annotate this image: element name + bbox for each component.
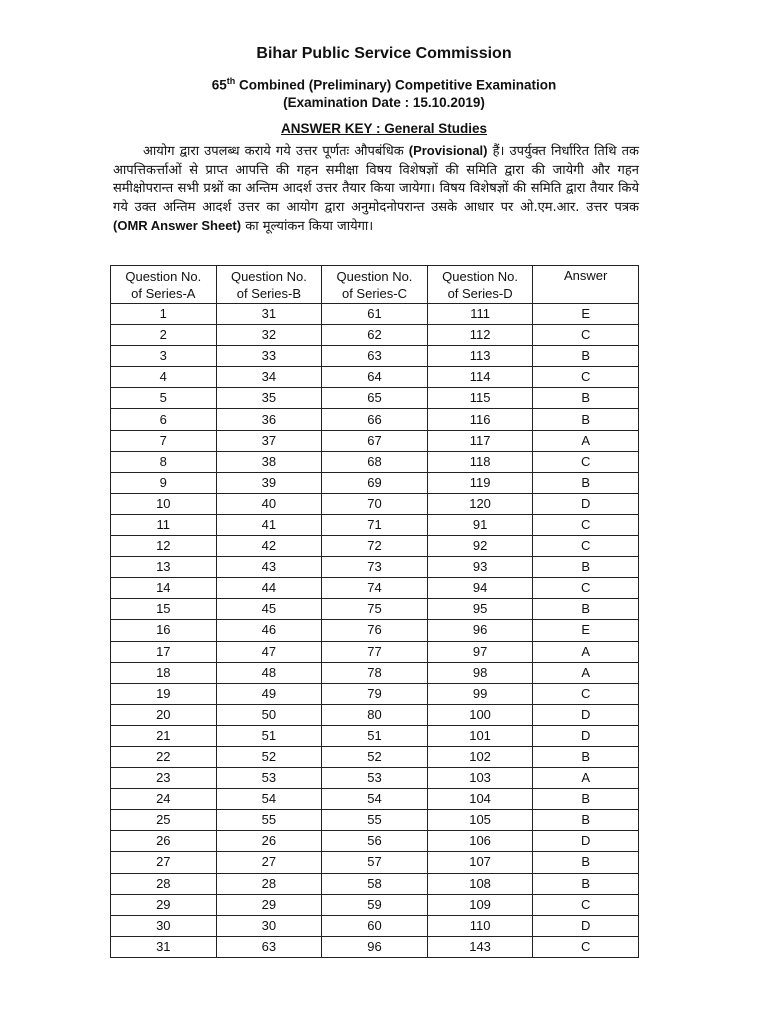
series-b-cell: 42 [216,536,322,557]
series-d-cell: 115 [427,388,533,409]
series-b-cell: 44 [216,578,322,599]
answer-cell: B [533,472,639,493]
series-d-cell: 119 [427,472,533,493]
series-b-cell: 30 [216,915,322,936]
series-d-cell: 117 [427,430,533,451]
series-b-cell: 47 [216,641,322,662]
answer-cell: A [533,430,639,451]
series-b-cell: 63 [216,936,322,957]
answer-cell: D [533,915,639,936]
series-d-cell: 98 [427,662,533,683]
answer-cell: A [533,768,639,789]
notice-omr: (OMR Answer Sheet) [113,218,242,234]
series-d-cell: 95 [427,599,533,620]
series-c-cell: 61 [322,304,428,325]
table-row [111,620,639,641]
header-answer: Answer [533,266,639,304]
series-c-cell: 80 [322,704,428,725]
org-title: Bihar Public Service Commission [256,45,512,62]
table-row [111,578,639,599]
series-a-cell: 30 [111,915,217,936]
series-d-cell: 113 [427,346,533,367]
series-c-cell: 70 [322,493,428,514]
series-d-cell: 116 [427,409,533,430]
series-d-cell: 91 [427,514,533,535]
series-b-cell: 39 [216,472,322,493]
series-a-cell: 1 [111,304,217,325]
series-c-cell: 52 [322,746,428,767]
answer-cell: C [533,578,639,599]
series-d-cell: 108 [427,873,533,894]
series-a-cell: 31 [111,936,217,957]
series-b-cell: 28 [216,873,322,894]
answer-cell: B [533,873,639,894]
table-header-row [111,266,639,304]
series-b-cell: 33 [216,346,322,367]
series-b-cell: 32 [216,325,322,346]
series-b-cell: 45 [216,599,322,620]
table-row [111,915,639,936]
series-c-cell: 76 [322,620,428,641]
table-row [111,599,639,620]
table-row [111,704,639,725]
series-c-cell: 71 [322,514,428,535]
series-c-cell: 62 [322,325,428,346]
table-row [111,325,639,346]
series-d-cell: 93 [427,557,533,578]
answer-cell: E [533,304,639,325]
series-c-cell: 64 [322,367,428,388]
series-a-cell: 24 [111,789,217,810]
series-b-cell: 26 [216,831,322,852]
series-a-cell: 22 [111,746,217,767]
series-d-cell: 143 [427,936,533,957]
answer-cell: D [533,704,639,725]
series-a-cell: 9 [111,472,217,493]
series-d-cell: 110 [427,915,533,936]
series-c-cell: 57 [322,852,428,873]
answer-cell: C [533,536,639,557]
answer-key-table [110,265,639,958]
answer-cell: D [533,725,639,746]
answer-cell: B [533,852,639,873]
table-row [111,388,639,409]
table-row [111,514,639,535]
series-d-cell: 102 [427,746,533,767]
series-a-cell: 4 [111,367,217,388]
table-row [111,662,639,683]
series-a-cell: 17 [111,641,217,662]
series-a-cell: 7 [111,430,217,451]
series-b-cell: 49 [216,683,322,704]
table-row [111,810,639,831]
series-d-cell: 109 [427,894,533,915]
answer-cell: B [533,409,639,430]
series-b-cell: 35 [216,388,322,409]
series-b-cell: 31 [216,304,322,325]
series-b-cell: 37 [216,430,322,451]
exam-title [0,76,768,93]
series-a-cell: 16 [111,620,217,641]
series-d-cell: 105 [427,810,533,831]
answer-cell: B [533,810,639,831]
answer-cell: E [533,620,639,641]
series-a-cell: 13 [111,557,217,578]
series-c-cell: 51 [322,725,428,746]
table-row [111,873,639,894]
series-c-cell: 96 [322,936,428,957]
table-row [111,536,639,557]
series-c-cell: 73 [322,557,428,578]
series-d-cell: 97 [427,641,533,662]
series-b-cell: 29 [216,894,322,915]
series-b-cell: 52 [216,746,322,767]
table-row [111,304,639,325]
series-a-cell: 23 [111,768,217,789]
header-series-a: Question No. of Series-A [111,266,217,304]
series-c-cell: 72 [322,536,428,557]
series-c-cell: 60 [322,915,428,936]
series-b-cell: 46 [216,620,322,641]
answer-cell: C [533,936,639,957]
series-a-cell: 8 [111,451,217,472]
series-b-cell: 43 [216,557,322,578]
series-d-cell: 106 [427,831,533,852]
answer-cell: C [533,367,639,388]
series-d-cell: 120 [427,493,533,514]
series-c-cell: 78 [322,662,428,683]
notice-text-3: का मूल्यांकन किया जायेगा। [241,219,374,235]
answer-cell: A [533,662,639,683]
table-row [111,789,639,810]
table-row [111,557,639,578]
series-c-cell: 55 [322,810,428,831]
series-c-cell: 63 [322,346,428,367]
series-c-cell: 68 [322,451,428,472]
series-b-cell: 41 [216,514,322,535]
series-d-cell: 92 [427,536,533,557]
header-series-b: Question No. of Series-B [216,266,322,304]
answer-cell: C [533,451,639,472]
table-row [111,472,639,493]
series-a-cell: 15 [111,599,217,620]
answer-key-title: ANSWER KEY : General Studies [280,121,488,136]
answer-cell: C [533,683,639,704]
series-c-cell: 74 [322,578,428,599]
series-b-cell: 34 [216,367,322,388]
series-c-cell: 58 [322,873,428,894]
series-c-cell: 66 [322,409,428,430]
series-a-cell: 27 [111,852,217,873]
series-c-cell: 77 [322,641,428,662]
series-b-cell: 54 [216,789,322,810]
answer-cell: C [533,325,639,346]
series-d-cell: 111 [427,304,533,325]
table-row [111,367,639,388]
table-row [111,409,639,430]
exam-number-suffix: th [226,76,236,86]
series-b-cell: 55 [216,810,322,831]
answer-cell: A [533,641,639,662]
series-d-cell: 112 [427,325,533,346]
series-c-cell: 79 [322,683,428,704]
answer-cell: D [533,831,639,852]
table-row [111,641,639,662]
series-d-cell: 114 [427,367,533,388]
table-row [111,746,639,767]
series-c-cell: 59 [322,894,428,915]
answer-cell: B [533,346,639,367]
series-a-cell: 14 [111,578,217,599]
answer-cell: B [533,746,639,767]
series-d-cell: 101 [427,725,533,746]
series-a-cell: 5 [111,388,217,409]
series-c-cell: 54 [322,789,428,810]
notice-paragraph [113,142,639,237]
answer-cell: C [533,514,639,535]
series-b-cell: 50 [216,704,322,725]
notice-provisional: (Provisional) [408,143,488,158]
series-b-cell: 53 [216,768,322,789]
series-d-cell: 96 [427,620,533,641]
series-a-cell: 10 [111,493,217,514]
answer-cell: B [533,599,639,620]
series-d-cell: 99 [427,683,533,704]
answer-cell: C [533,894,639,915]
series-a-cell: 21 [111,725,217,746]
series-a-cell: 11 [111,514,217,535]
answer-cell: B [533,557,639,578]
exam-number: 65 [211,77,227,93]
series-d-cell: 104 [427,789,533,810]
series-a-cell: 28 [111,873,217,894]
exam-name: Combined (Preliminary) Competitive Examination [235,77,557,93]
series-a-cell: 3 [111,346,217,367]
answer-cell: B [533,789,639,810]
series-a-cell: 18 [111,662,217,683]
series-a-cell: 29 [111,894,217,915]
series-b-cell: 40 [216,493,322,514]
series-b-cell: 36 [216,409,322,430]
series-b-cell: 48 [216,662,322,683]
series-d-cell: 107 [427,852,533,873]
series-d-cell: 100 [427,704,533,725]
answer-cell: D [533,493,639,514]
series-d-cell: 103 [427,768,533,789]
series-d-cell: 118 [427,451,533,472]
notice-text-2: हैं। उपर्युक्त निर्धारित तिथि तक आपत्तिकर्त्ताओं से प्राप्त आपत्ति की गहन समीक्षा विषय विशेषज्ञों की समिति द्वारा की जायेगी और गहन समीक्षोपरान्त सभी प्रश्नों का अन्तिम आदर्श उत्तर तैयार किया जायेगा। विषय विशेषज्ञों की समिति द्वारा तैयार किये गये उक्त अन्तिम आदर्श उत्तर का आयोग द्वारा अनुमोदनोपरान्त उसके आधार पर ओ.एम.आर. उत्तर पत्रक [113,144,639,215]
table-row [111,451,639,472]
answer-cell: B [533,388,639,409]
header-series-c: Question No. of Series-C [322,266,428,304]
series-b-cell: 27 [216,852,322,873]
series-d-cell: 94 [427,578,533,599]
series-a-cell: 2 [111,325,217,346]
series-b-cell: 38 [216,451,322,472]
series-c-cell: 69 [322,472,428,493]
series-a-cell: 20 [111,704,217,725]
series-a-cell: 26 [111,831,217,852]
series-a-cell: 12 [111,536,217,557]
table-row [111,894,639,915]
table-row [111,346,639,367]
series-c-cell: 56 [322,831,428,852]
series-b-cell: 51 [216,725,322,746]
table-row [111,683,639,704]
series-a-cell: 19 [111,683,217,704]
series-a-cell: 6 [111,409,217,430]
table-row [111,936,639,957]
series-c-cell: 53 [322,768,428,789]
table-row [111,768,639,789]
series-c-cell: 65 [322,388,428,409]
notice-text-1: आयोग द्वारा उपलब्ध कराये गये उत्तर पूर्णतः औपबंधिक [143,144,409,159]
table-row [111,430,639,451]
series-c-cell: 75 [322,599,428,620]
table-row [111,831,639,852]
series-a-cell: 25 [111,810,217,831]
table-row [111,725,639,746]
table-row [111,493,639,514]
exam-date: (Examination Date : 15.10.2019) [283,95,485,110]
table-row [111,852,639,873]
series-c-cell: 67 [322,430,428,451]
header-series-d: Question No. of Series-D [427,266,533,304]
